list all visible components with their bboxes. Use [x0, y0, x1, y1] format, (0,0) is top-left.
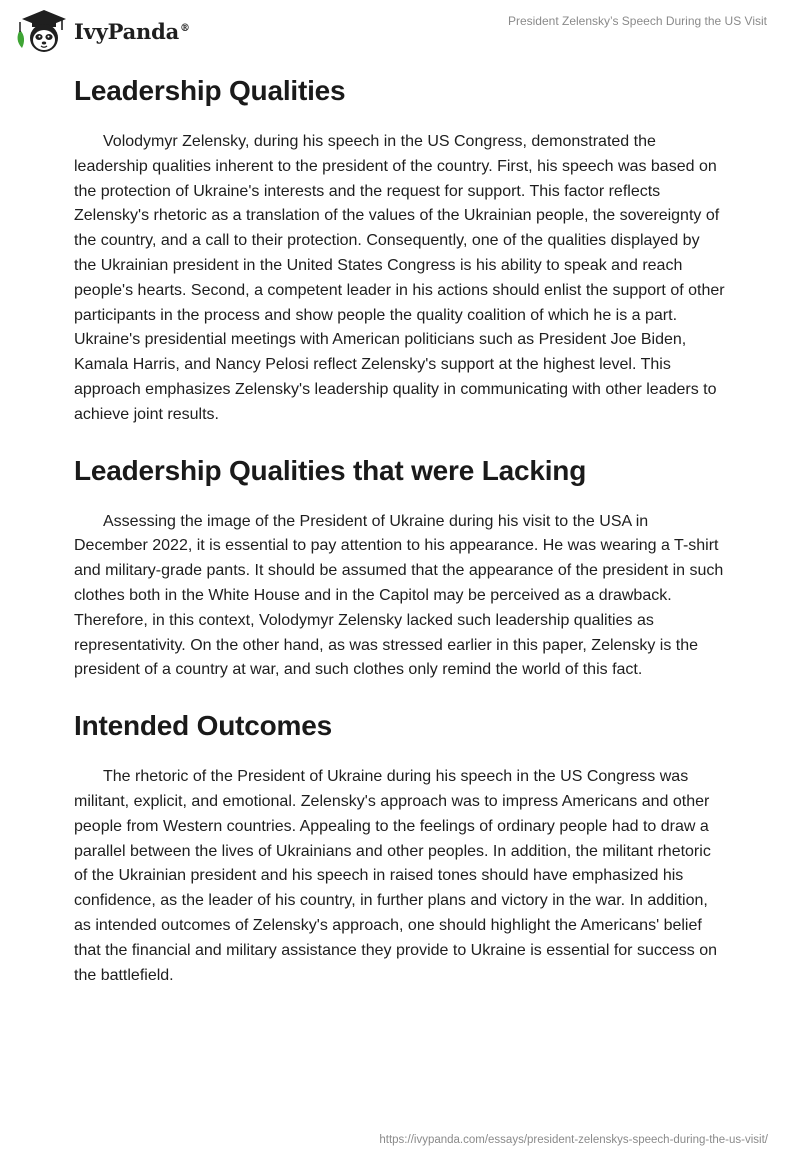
- section-leadership-qualities: [74, 70, 726, 428]
- section-leadership-qualities-lacking: [74, 450, 726, 684]
- section-heading: Leadership Qualities that were Lacking: [74, 454, 587, 486]
- document-title: President Zelensky’s Speech During the US Visit: [507, 14, 767, 28]
- essay-content: [74, 70, 726, 988]
- ivypanda-logo[interactable]: [14, 8, 190, 54]
- section-paragraph: Assessing the image of the President of Ukraine during his visit to the USA in December 2022, it is essential to pay attention to his appearance. He was wearing a T-shirt and military-grade pants. It should be assumed that the appearance of the president in such clothes both in the White House and in the Capitol may be perceived as a drawback. Therefore, in this context, Volodymyr Zelensky lacked such leadership qualities as representativity. On the other hand, as was stressed earlier in this paper, Zelensky is the president of a country at war, and such clothes only remind the world of this fact.: [74, 512, 724, 679]
- section-paragraph: The rhetoric of the President of Ukraine during his speech in the US Congress was militant, explicit, and emotional. Zelensky's approach was to impress Americans and other people from Western countries. Appealing to the feelings of ordinary people had to draw a parallel between the lives of Ukrainians and other peoples. In addition, the militant rhetoric of the Ukrainian president and his speech in raised tones should have emphasized his confidence, as the leader of his country, in further plans and victory in the war. In addition, as intended outcomes of Zelensky's approach, one should highlight the Americans' belief that the financial and military assistance they provide to Ukraine is essential for success on the battlefield.: [74, 768, 717, 984]
- section-heading: Leadership Qualities: [74, 75, 346, 106]
- panda-graduation-cap-icon: [14, 8, 70, 54]
- registered-mark: ®: [180, 22, 190, 34]
- source-url[interactable]: https://ivypanda.com/essays/president-zelenskys-speech-during-the-us-visit/: [379, 1134, 768, 1146]
- section-paragraph: Volodymyr Zelensky, during his speech in the US Congress, demonstrated the leadership qualities inherent to the president of the country. First, his speech was based on the protection of Ukraine's interests and the request for support. This factor reflects Zelensky's rhetoric as a translation of the values of the Ukrainian people, the sovereignty of the country, and a call to their protection. Consequently, one of the qualities displayed by the Ukrainian president in the United States Congress is his ability to speak and reach people's hearts. Second, a competent leader in his actions should enlist the support of other participants in the process and show people the quality coalition of which he is a part. Ukraine's presidential meetings with American politicians such as President Joe Biden, Kamala Harris, and Nancy Pelosi reflect Zelensky's support at the highest level. This approach emphasizes Zelensky's leadership quality in communicating with other leaders to achieve joint results.: [74, 133, 725, 423]
- page-header: [0, 0, 800, 60]
- section-intended-outcomes: [74, 705, 726, 988]
- section-heading: Intended Outcomes: [74, 710, 332, 742]
- brand-name: IvyPanda®: [74, 18, 190, 44]
